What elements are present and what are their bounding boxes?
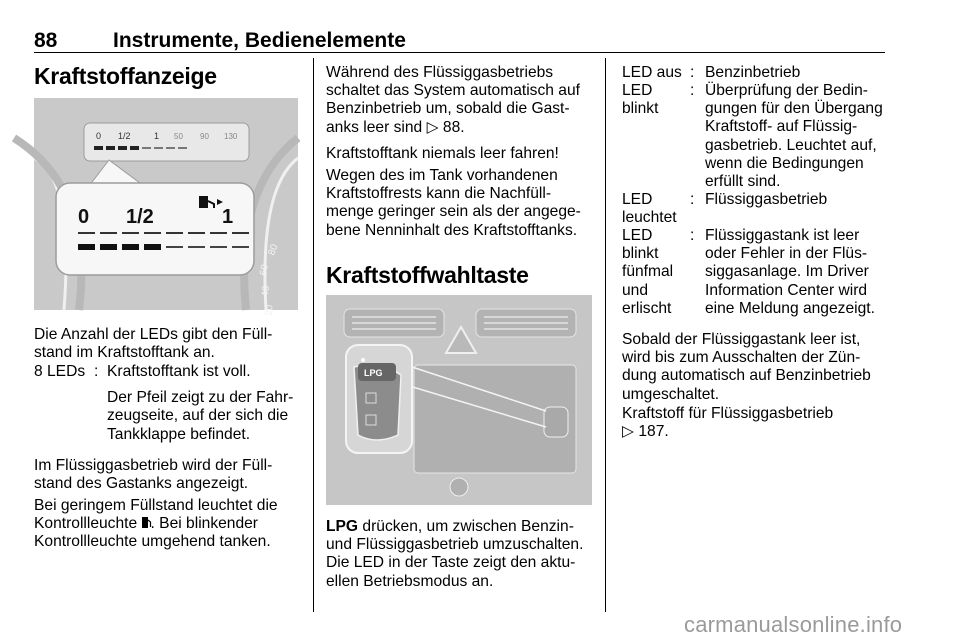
led-state-key: LED aus [622, 64, 682, 81]
led-segment [130, 146, 139, 150]
led-segment [78, 244, 95, 250]
led-segment [106, 146, 115, 150]
warning-paragraph: Kraftstofftank niemals leer fahren! [326, 145, 559, 162]
header-rule [34, 52, 885, 53]
led-state-key: LED blinkt fünfmal und erlischt [622, 227, 674, 317]
led-segment [210, 246, 227, 248]
section-heading-fuel-gauge: Kraftstoffanzeige [34, 63, 217, 89]
led-segment [166, 147, 175, 149]
led-segment-upper [166, 232, 183, 234]
zoom-panel [56, 183, 254, 275]
dash-label-130: 130 [224, 132, 238, 141]
led-state-value: Benzinbetrieb [705, 64, 801, 81]
led-state-value: Flüssiggasbetrieb [705, 191, 828, 208]
led-segment-upper [232, 232, 249, 234]
watermark: carmanualsonline.info [684, 612, 903, 637]
chapter-title: Instrumente, Bedienelemente [113, 29, 406, 52]
led-segment [144, 244, 161, 250]
definition-value: Kraftstofftank ist voll. Der Pfeil zeigt zu der Fahr- zeugseite, auf der sich die Tankklappe befindet. [107, 363, 294, 443]
definition-key: 8 LEDs [34, 363, 86, 380]
led-state-key: LED blinkt [622, 82, 659, 118]
led-state-key: LED leuchtet [622, 191, 677, 227]
led-segment [100, 244, 117, 250]
led-segment-upper [122, 232, 139, 234]
led-state-value: Flüssiggastank ist leer oder Fehler in der Flüs- siggasanlage. Im Driver Information Center wird eine Meldung angezeigt. [705, 227, 875, 317]
gauge-label-80: 80 [266, 242, 281, 258]
led-segment [188, 246, 205, 248]
definition-colon: : [94, 363, 99, 380]
fuel-pump-warning-icon [142, 516, 151, 529]
led-segment [142, 147, 151, 149]
section-heading-fuel-selector: Kraftstoffwahltaste [326, 262, 529, 288]
led-segment-upper [78, 232, 95, 234]
dash-label-50: 50 [174, 132, 183, 141]
fuel-gauge-illustration [34, 98, 298, 317]
dash-label-0: 0 [96, 131, 102, 141]
zoom-label-1: 1 [222, 206, 234, 228]
led-segment [178, 147, 187, 149]
dash-label-90: 90 [200, 132, 209, 141]
gauge-label-40: 40 [260, 285, 272, 298]
lpg-button-label: LPG [364, 368, 383, 378]
automatic-switch-paragraph: Während des Flüssiggasbetriebs schaltet das System automatisch auf Benzinbetrieb um, sobald die Gast- anks leer sind ▷ 88. [326, 64, 580, 136]
gauge-label-20: 20 [264, 304, 276, 317]
led-segment-upper [144, 232, 161, 234]
gauge-label-60: 60 [258, 263, 271, 277]
empty-tank-paragraph: Sobald der Flüssiggastank leer ist, wird bis zum Ausschalten der Zün- dung automatisch auf Benzinbetrieb umgeschaltet. [622, 331, 871, 403]
lpg-button-paragraph: LPG drücken, um zwischen Benzin- und Flüssiggasbetrieb umzuschalten. Die LED in der Taste zeigt den aktu- ellen Betriebsmodus an. [326, 518, 584, 590]
page-reference-icon: ▷ [426, 118, 439, 136]
dash-label-1: 1 [154, 131, 160, 141]
led-segment-upper [188, 232, 205, 234]
led-state-value: Überprüfung der Bedin- gungen für den Übergang Kraftstoff- auf Flüssig- gasbetrieb. Leuchtet auf, wenn die Bedingungen erfüllt sind. [705, 82, 883, 191]
column-divider-1 [313, 58, 314, 612]
dash-label-half: 1/2 [118, 131, 131, 141]
led-segment [94, 146, 103, 150]
lpg-fuel-reference: Kraftstoff für Flüssiggasbetrieb ▷ 187. [622, 405, 834, 441]
led-segment [154, 147, 163, 149]
zoom-label-half: 1/2 [126, 206, 154, 228]
lpg-level-paragraph: Im Flüssiggasbetrieb wird der Füll- stand des Gastanks angezeigt. [34, 457, 273, 493]
led-segment-upper [210, 232, 227, 234]
fuel-gauge-figure [34, 98, 298, 317]
center-console-illustration [326, 295, 592, 505]
column-divider-2 [605, 58, 606, 612]
page-reference-icon: ▷ [622, 423, 634, 441]
fuel-gauge-intro: Die Anzahl der LEDs gibt den Füll- stand im Kraftstofftank an. [34, 326, 273, 362]
residual-fuel-paragraph: Wegen des im Tank vorhandenen Kraftstoffrests kann die Nachfüll- menge geringer sein als der angege- bene Nenninhalt des Kraftstofftanks. [326, 167, 581, 239]
led-segment [122, 244, 139, 250]
zoom-label-0: 0 [78, 206, 90, 228]
led-segment [118, 146, 127, 150]
led-segment [232, 246, 249, 248]
led-segment-upper [100, 232, 117, 234]
lpg-button-figure [326, 295, 592, 505]
led-segment [166, 246, 183, 248]
low-level-paragraph: Bei geringem Füllstand leuchtet die Kontrollleuchte . Bei blinkender Kontrollleuchte umgehend tanken. [34, 497, 278, 551]
page-number: 88 [34, 29, 58, 52]
